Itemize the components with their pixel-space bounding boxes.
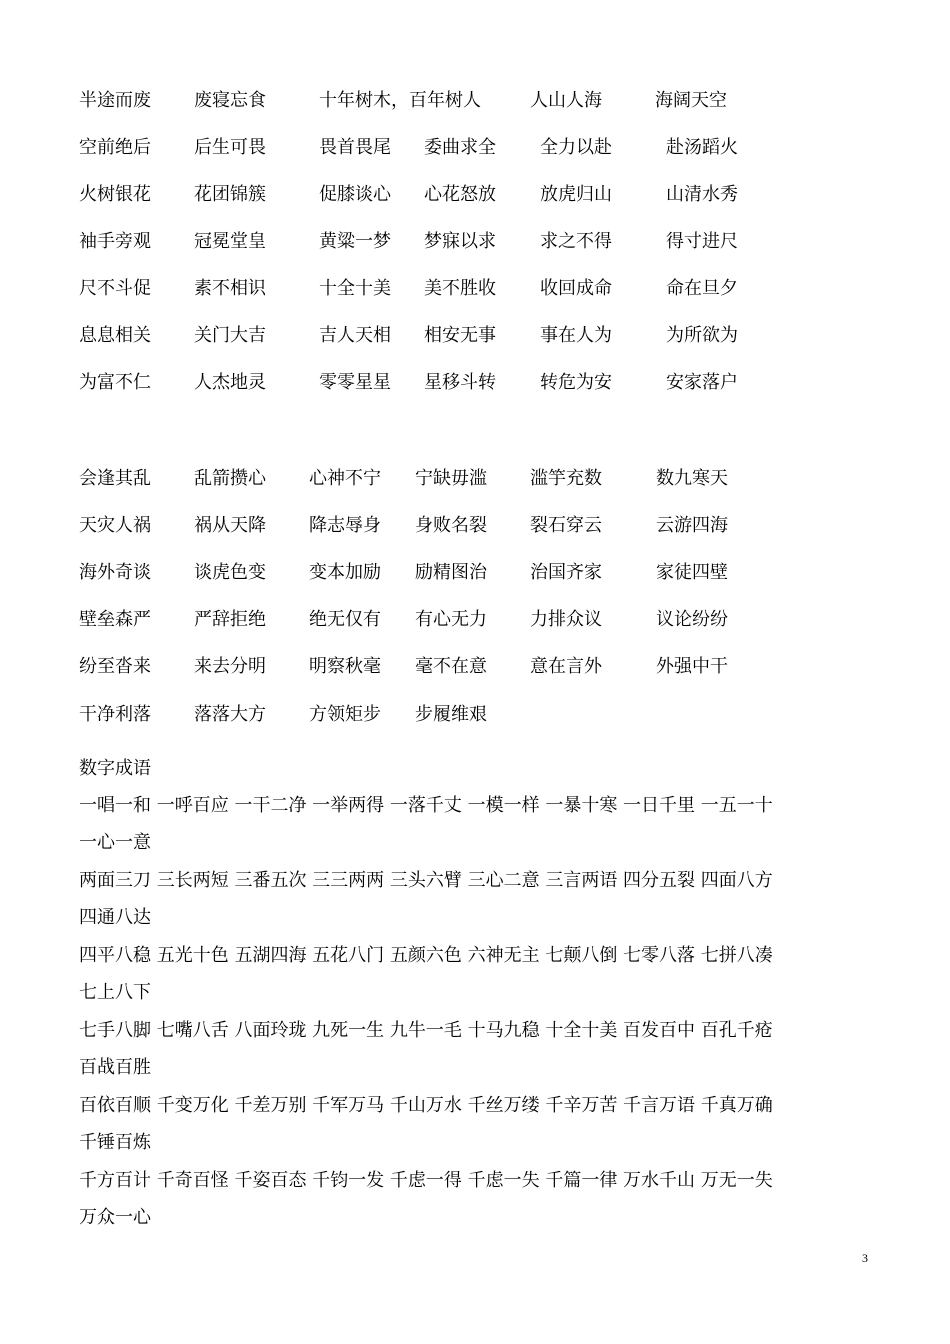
idiom-item: 谈虎色变 [194, 562, 266, 583]
number-idioms-line: 四平八稳 五光十色 五湖四海 五花八门 五颜六色 六神无主 七颠八倒 七零八落 七拼八凑 [79, 945, 773, 966]
idiom-item: 后生可畏 [194, 137, 266, 158]
idiom-item: 落落大方 [194, 704, 266, 725]
idiom-item: 裂石穿云 [530, 515, 602, 536]
idiom-item: 全力以赴 [540, 137, 612, 158]
idiom-item: 求之不得 [540, 231, 612, 252]
idiom-item: 赴汤蹈火 [666, 137, 738, 158]
idiom-item: 云游四海 [656, 515, 728, 536]
idiom-item: 山清水秀 [666, 184, 738, 205]
number-idioms-line: 七上八下 [79, 982, 151, 1003]
idiom-item: 命在旦夕 [666, 278, 738, 299]
idiom-item: 变本加励 [309, 562, 381, 583]
idiom-item: 安家落户 [666, 372, 738, 393]
idiom-item: 治国齐家 [530, 562, 602, 583]
idiom-item: 干净利落 [79, 704, 151, 725]
idiom-item: 梦寐以求 [424, 231, 496, 252]
idiom-item: 降志辱身 [309, 515, 381, 536]
idiom-item: 废寝忘食 [194, 90, 266, 111]
numbers-heading: 数字成语 [79, 758, 151, 779]
idiom-item: 外强中干 [656, 656, 728, 677]
idiom-item: 冠冕堂皇 [194, 231, 266, 252]
idiom-item: 议论纷纷 [656, 609, 728, 630]
idiom-item: 为富不仁 [79, 372, 151, 393]
idiom-item: 严辞拒绝 [194, 609, 266, 630]
idiom-item: 息息相关 [79, 325, 151, 346]
idiom-item: 明察秋毫 [309, 656, 381, 677]
idiom-item: 十年树木，百年树人 [319, 90, 481, 111]
idiom-item: 心花怒放 [424, 184, 496, 205]
number-idioms-line: 百战百胜 [79, 1057, 151, 1078]
idiom-item: 人杰地灵 [194, 372, 266, 393]
idiom-item: 天灾人祸 [79, 515, 151, 536]
number-idioms-line: 千锤百炼 [79, 1132, 151, 1153]
idiom-item: 身败名裂 [415, 515, 487, 536]
idiom-item: 壁垒森严 [79, 609, 151, 630]
idiom-item: 放虎归山 [540, 184, 612, 205]
idiom-item: 绝无仅有 [309, 609, 381, 630]
number-idioms-line: 一心一意 [79, 832, 151, 853]
idiom-item: 人山人海 [530, 90, 602, 111]
idiom-item: 力排众议 [530, 609, 602, 630]
idiom-item: 袖手旁观 [79, 231, 151, 252]
idiom-item: 宁缺毋滥 [415, 468, 487, 489]
idiom-item: 为所欲为 [666, 325, 738, 346]
idiom-item: 有心无力 [415, 609, 487, 630]
idiom-item: 步履维艰 [415, 704, 487, 725]
number-idioms-line: 四通八达 [79, 907, 151, 928]
idiom-item: 事在人为 [540, 325, 612, 346]
idiom-item: 促膝谈心 [319, 184, 391, 205]
idiom-item: 毫不在意 [415, 656, 487, 677]
idiom-item: 励精图治 [415, 562, 487, 583]
idiom-item: 火树银花 [79, 184, 151, 205]
idiom-item: 十全十美 [319, 278, 391, 299]
number-idioms-line: 两面三刀 三长两短 三番五次 三三两两 三头六臂 三心二意 三言两语 四分五裂 四面八方 [79, 870, 773, 891]
idiom-item: 海外奇谈 [79, 562, 151, 583]
idiom-item: 意在言外 [530, 656, 602, 677]
number-idioms-line: 一唱一和 一呼百应 一干二净 一举两得 一落千丈 一模一样 一暴十寒 一日千里 一五一十 [79, 795, 773, 816]
idiom-item: 相安无事 [424, 325, 496, 346]
idiom-item: 零零星星 [319, 372, 391, 393]
idiom-item: 方领矩步 [309, 704, 381, 725]
number-idioms-line: 千方百计 千奇百怪 千姿百态 千钧一发 千虑一得 千虑一失 千篇一律 万水千山 万无一失 [79, 1170, 773, 1191]
idiom-item: 委曲求全 [424, 137, 496, 158]
idiom-item: 花团锦簇 [194, 184, 266, 205]
idiom-item: 数九寒天 [656, 468, 728, 489]
number-idioms-line: 万众一心 [79, 1207, 151, 1228]
idiom-item: 乱箭攒心 [194, 468, 266, 489]
idiom-item: 心神不宁 [309, 468, 381, 489]
idiom-item: 海阔天空 [655, 90, 727, 111]
idiom-item: 收回成命 [540, 278, 612, 299]
idiom-item: 滥竽充数 [530, 468, 602, 489]
idiom-item: 美不胜收 [424, 278, 496, 299]
idiom-item: 空前绝后 [79, 137, 151, 158]
idiom-item: 祸从天降 [194, 515, 266, 536]
idiom-item: 星移斗转 [424, 372, 496, 393]
idiom-item: 纷至沓来 [79, 656, 151, 677]
idiom-item: 关门大吉 [194, 325, 266, 346]
idiom-item: 会逢其乱 [79, 468, 151, 489]
idiom-item: 家徒四壁 [656, 562, 728, 583]
number-idioms-line: 七手八脚 七嘴八舌 八面玲珑 九死一生 九牛一毛 十马九稳 十全十美 百发百中 百孔千疮 [79, 1020, 773, 1041]
number-idioms-line: 百依百顺 千变万化 千差万别 千军万马 千山万水 千丝万缕 千辛万苦 千言万语 千真万确 [79, 1095, 773, 1116]
idiom-item: 半途而废 [79, 90, 151, 111]
idiom-item: 畏首畏尾 [319, 137, 391, 158]
idiom-item: 吉人天相 [319, 325, 391, 346]
idiom-item: 素不相识 [194, 278, 266, 299]
idiom-item: 黄粱一梦 [319, 231, 391, 252]
idiom-item: 得寸进尺 [666, 231, 738, 252]
page-number: 3 [862, 1251, 868, 1265]
idiom-item: 转危为安 [540, 372, 612, 393]
idiom-item: 来去分明 [194, 656, 266, 677]
idiom-item: 尺不斗促 [79, 278, 151, 299]
